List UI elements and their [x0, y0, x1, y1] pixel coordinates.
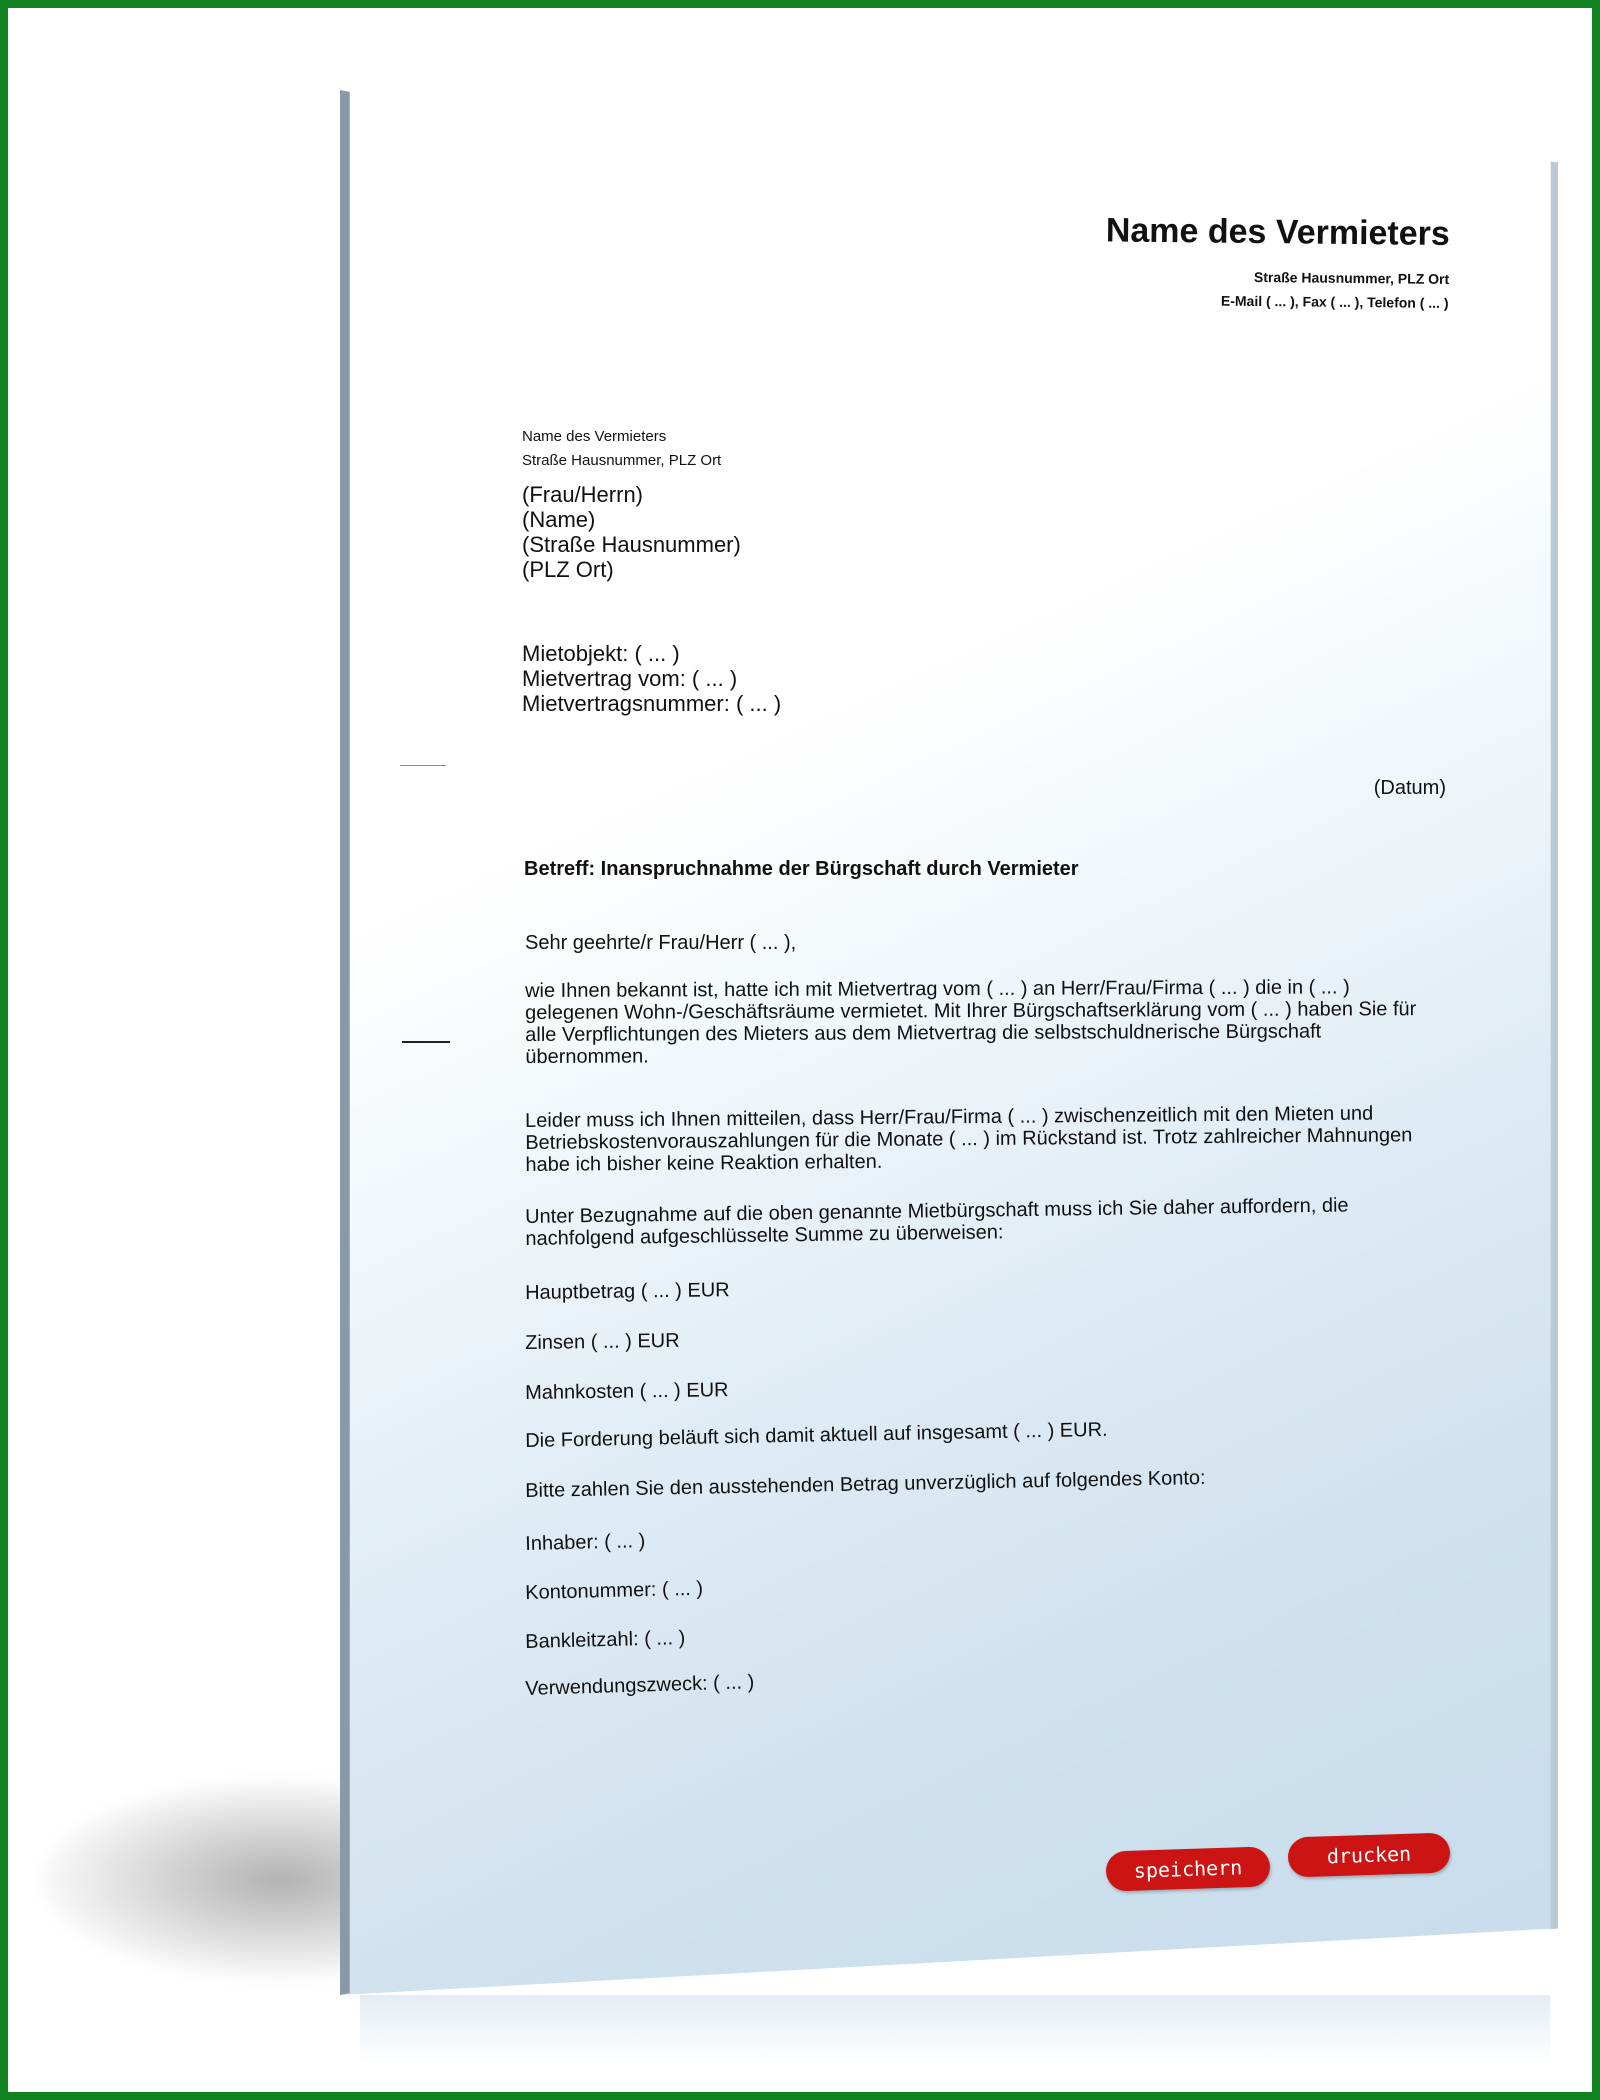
paragraph-2-line-2: Betriebskostenvorauszahlungen für die Monate ( ... ) im Rückstand ist. Trotz zahlreicher Mahnungen — [525, 1124, 1413, 1154]
paragraph-3-line-2: nachfolgend aufgeschlüsselte Summe zu überweisen: — [525, 1221, 1004, 1250]
amount-reminder-costs: Mahnkosten ( ... ) EUR — [525, 1379, 729, 1404]
punch-mark — [402, 1041, 450, 1043]
paragraph-3-line-1: Unter Bezugnahme auf die oben genannte Mietbürgschaft muss ich Sie daher auffordern, die — [525, 1194, 1349, 1228]
paragraph-1-line-2: gelegenen Wohn-/Geschäftsräume vermietet. Mit Ihrer Bürgschaftserklärung vom ( ... ) haben Sie für — [525, 998, 1417, 1024]
paragraph-3 — [525, 1195, 1349, 1250]
payment-request: Bitte zahlen Sie den ausstehenden Betrag unverzüglich auf folgendes Konto: — [525, 1466, 1206, 1502]
account-purpose: Verwendungszweck: ( ... ) — [525, 1671, 755, 1700]
amount-principal: Hauptbetrag ( ... ) EUR — [525, 1279, 730, 1304]
reference-object: Mietobjekt: ( ... ) — [522, 641, 680, 666]
letter-subject: Betreff: Inanspruchnahme der Bürgschaft durch Vermieter — [524, 858, 1079, 880]
sender-name: Name des Vermieters — [522, 428, 667, 445]
recipient-salutation: (Frau/Herrn) — [522, 482, 644, 507]
paragraph-2-line-3: habe ich bisher keine Reaktion erhalten. — [525, 1150, 883, 1176]
paragraph-1-line-1: wie Ihnen bekannt ist, hatte ich mit Mietvertrag vom ( ... ) an Herr/Frau/Firma ( ... ) die in ( ... ) — [525, 976, 1350, 1002]
sender-address: Straße Hausnummer, PLZ Ort — [522, 452, 722, 469]
paragraph-2-line-1: Leider muss ich Ihnen mitteilen, dass Herr/Frau/Firma ( ... ) zwischenzeitlich mit den Mieten und — [525, 1102, 1374, 1132]
paragraph-1 — [525, 976, 1417, 1068]
account-holder: Inhaber: ( ... ) — [525, 1530, 646, 1555]
letter-greeting: Sehr geehrte/r Frau/Herr ( ... ), — [525, 932, 797, 954]
amount-interest: Zinsen ( ... ) EUR — [525, 1329, 680, 1354]
paragraph-1-line-4: übernommen. — [525, 1045, 649, 1068]
landlord-name-heading: Name des Vermieters — [1105, 211, 1450, 253]
account-number: Kontonummer: ( ... ) — [525, 1577, 704, 1604]
recipient-street: (Straße Hausnummer) — [522, 532, 741, 557]
reference-contract-date: Mietvertrag vom: ( ... ) — [522, 666, 738, 691]
total-claim: Die Forderung beläuft sich damit aktuell auf insgesamt ( ... ) EUR. — [525, 1418, 1108, 1452]
print-button[interactable]: drucken — [1287, 1832, 1450, 1877]
recipient-name: (Name) — [522, 507, 596, 532]
save-button[interactable]: speichern — [1105, 1846, 1270, 1891]
letter-date: (Datum) — [1373, 777, 1446, 799]
landlord-contact: E-Mail ( ... ), Fax ( ... ), Telefon ( ... ) — [1221, 292, 1449, 311]
account-bank-code: Bankleitzahl: ( ... ) — [525, 1627, 686, 1653]
recipient-city: (PLZ Ort) — [522, 557, 614, 582]
paragraph-2 — [525, 1102, 1413, 1176]
landlord-address: Straße Hausnummer, PLZ Ort — [1253, 268, 1449, 287]
fold-mark — [400, 765, 446, 766]
reference-contract-number: Mietvertragsnummer: ( ... ) — [522, 691, 782, 716]
paragraph-1-line-3: alle Verpflichtungen des Mieters aus dem Mietvertrag die selbstschuldnerische Bürgschaft — [525, 1020, 1322, 1046]
